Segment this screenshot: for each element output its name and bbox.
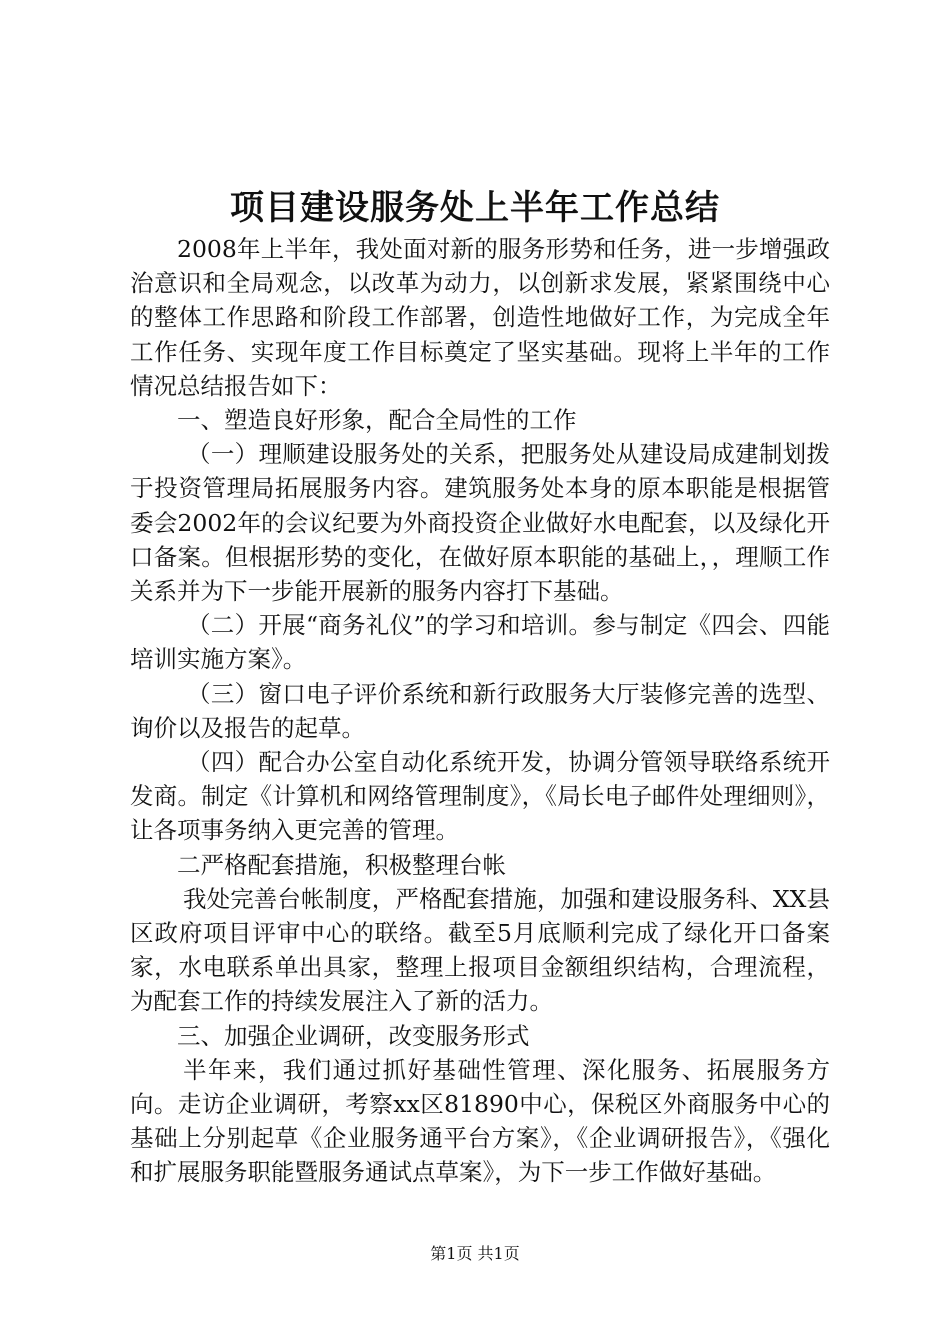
body-paragraph: （四）配合办公室自动化系统开发，协调分管领导联络系统开发商。制定《计算机和网络管理制度》，《局长电子邮件处理细则》，让各项事务纳入更完善的管理。 (130, 748, 830, 845)
body-paragraph: （一）理顺建设服务处的关系，把服务处从建设局成建制划拨于投资管理局拓展服务内容。建筑服务处本身的原本职能是根据管委会2002年的会议纪要为外商投资企业做好水电配套，以及绿化开口备案。但根据形势的变化，在做好原本职能的基础上，，理顺工作关系并为下一步能开展新的服务内容打下基础。 (130, 440, 830, 606)
document-body (130, 232, 830, 1190)
body-paragraph: （三）窗口电子评价系统和新行政服务大厅装修完善的选型、询价以及报告的起草。 (130, 679, 830, 742)
body-paragraph: （二）开展“商务礼仪”的学习和培训。参与制定《四会、四能培训实施方案》。 (130, 611, 830, 674)
body-paragraph: 我处完善台帐制度，严格配套措施，加强和建设服务科、XX县区政府项目评审中心的联络。截至5月底顺利完成了绿化开口备案家，水电联系单出具家，整理上报项目金额组织结构，合理流程，为配套工作的持续发展注入了新的活力。 (130, 884, 830, 1016)
section-heading-2: 二严格配套措施，积极整理台帐 (177, 850, 506, 879)
section-heading-3: 三、加强企业调研，改变服务形式 (177, 1021, 530, 1050)
intro-paragraph: 2008年上半年，我处面对新的服务形势和任务，进一步增强政治意识和全局观念，以改革为动力，以创新求发展，紧紧围绕中心的整体工作思路和阶段工作部署，创造性地做好工作，为完成全年工作任务、实现年度工作目标奠定了坚实基础。现将上半年的工作情况总结报告如下： (130, 235, 830, 400)
document-title: 项目建设服务处上半年工作总结 (230, 188, 720, 228)
section-heading-1: 一、塑造良好形象，配合全局性的工作 (177, 406, 577, 435)
body-paragraph: 半年来，我们通过抓好基础性管理、深化服务、拓展服务方向。走访企业调研，考察xx区81890中心，保税区外商服务中心的基础上分别起草《企业服务通平台方案》，《企业调研报告》，《强化和扩展服务职能暨服务通试点草案》，为下一步工作做好基础。 (130, 1055, 830, 1187)
page-footer: 第1页 共1页 (430, 1244, 520, 1263)
